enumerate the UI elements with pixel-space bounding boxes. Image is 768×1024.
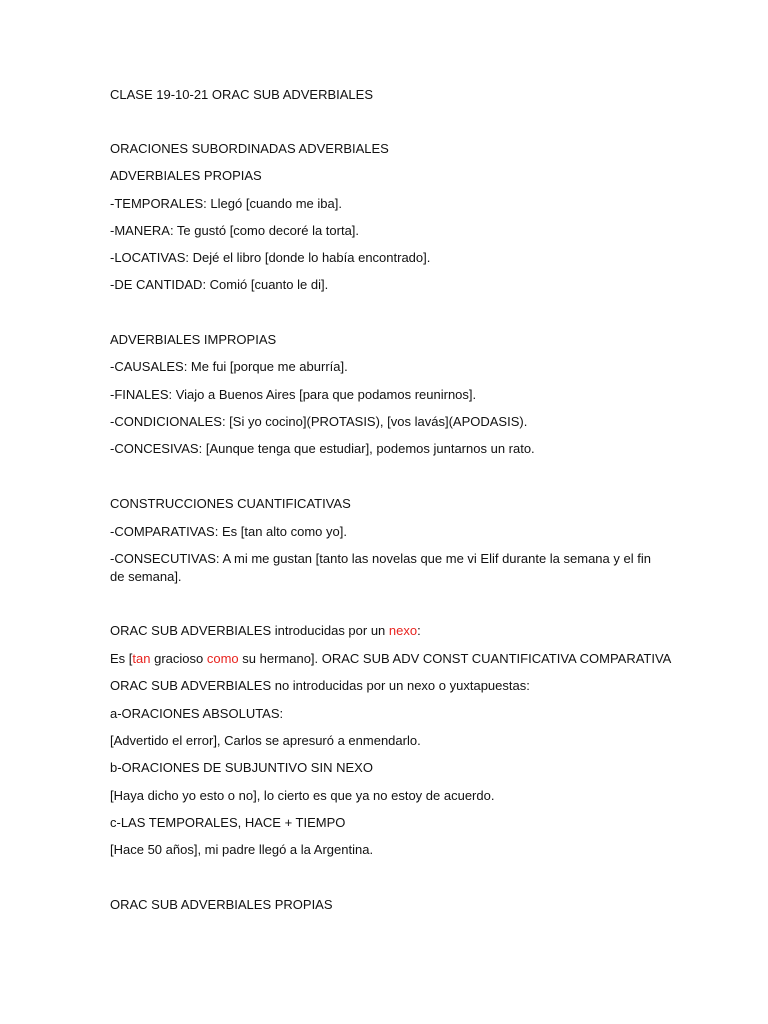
main-heading: ORACIONES SUBORDINADAS ADVERBIALES: [110, 141, 389, 156]
no-nexo-heading: ORAC SUB ADVERBIALES no introducidas por un nexo o yuxtapuestas:: [110, 678, 530, 693]
example-line: [110, 650, 670, 668]
no-nexo-line-absolutas: a-ORACIONES ABSOLUTAS:: [110, 706, 284, 721]
impropias-item-condicionales: -CONDICIONALES: [Si yo cocino](PROTASIS), [vos lavás](APODASIS).: [110, 414, 528, 429]
example-text-2: gracioso: [150, 651, 207, 666]
propias-item-locativas: -LOCATIVAS: Dejé el libro [donde lo había encontrado].: [110, 250, 431, 265]
example-text-3: su hermano]. ORAC SUB ADV CONST CUANTIFICATIVA COMPARATIVA: [238, 651, 672, 666]
propias-heading: ADVERBIALES PROPIAS: [110, 168, 262, 183]
no-nexo-line-subjuntivo-example: [Haya dicho yo esto o no], lo cierto es que ya no estoy de acuerdo.: [110, 788, 495, 803]
impropias-item-finales: -FINALES: Viajo a Buenos Aires [para que podamos reunirnos].: [110, 387, 477, 402]
nexo-highlight: nexo: [388, 623, 418, 638]
no-nexo-line-absolutas-example: [Advertido el error], Carlos se apresuró a enmendarlo.: [110, 733, 421, 748]
example-text-1: Es [: [110, 651, 133, 666]
nexo-line: [110, 622, 670, 640]
propias-item-cantidad: -DE CANTIDAD: Comió [cuanto le di].: [110, 277, 329, 292]
cuantificativas-item-consecutivas: -CONSECUTIVAS: A mi me gustan [tanto las novelas que me vi Elif durante la semana y el fin de semana].: [110, 551, 651, 584]
cuantificativas-item-comparativas: -COMPARATIVAS: Es [tan alto como yo].: [110, 524, 347, 539]
document-title: CLASE 19-10-21 ORAC SUB ADVERBIALES: [110, 87, 374, 102]
impropias-item-causales: -CAUSALES: Me fui [porque me aburría].: [110, 359, 348, 374]
nexo-line-text: ORAC SUB ADVERBIALES introducidas por un: [110, 623, 389, 638]
no-nexo-line-temporales-example: [Hace 50 años], mi padre llegó a la Argentina.: [110, 842, 374, 857]
propias-item-temporales: -TEMPORALES: Llegó [cuando me iba].: [110, 196, 342, 211]
example-highlight-tan: tan: [132, 651, 151, 666]
no-nexo-line-temporales: c-LAS TEMPORALES, HACE + TIEMPO: [110, 815, 346, 830]
impropias-heading: ADVERBIALES IMPROPIAS: [110, 332, 277, 347]
final-heading: ORAC SUB ADVERBIALES PROPIAS: [110, 897, 333, 912]
nexo-line-colon: :: [417, 623, 421, 638]
cuantificativas-heading: CONSTRUCCIONES CUANTIFICATIVAS: [110, 496, 351, 511]
impropias-item-concesivas: -CONCESIVAS: [Aunque tenga que estudiar], podemos juntarnos un rato.: [110, 441, 535, 456]
no-nexo-line-subjuntivo: b-ORACIONES DE SUBJUNTIVO SIN NEXO: [110, 760, 373, 775]
example-highlight-como: como: [206, 651, 239, 666]
propias-item-manera: -MANERA: Te gustó [como decoré la torta].: [110, 223, 360, 238]
